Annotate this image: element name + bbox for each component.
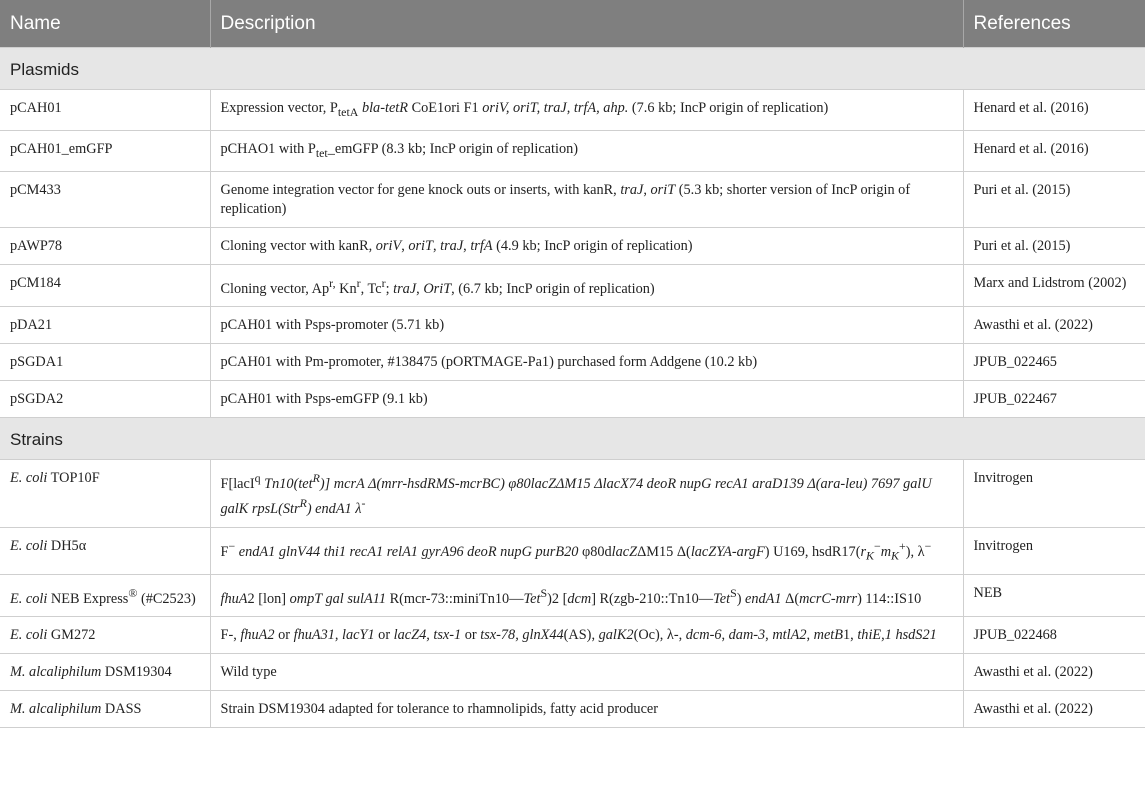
cell-reference: Puri et al. (2015) <box>963 227 1145 264</box>
text-segment: (Oc), λ-, <box>633 627 686 644</box>
header-name: Name <box>0 0 210 48</box>
text-segment: R <box>299 496 307 511</box>
text-segment: r, <box>329 275 336 290</box>
text-segment: traJ <box>440 237 464 254</box>
text-segment: pSGDA1 <box>10 354 64 371</box>
text-segment: endA1 glnV44 thi1 recA1 relA1 gyrA96 deoR nupG purB20 <box>238 543 579 560</box>
text-segment: lacZ4, tsx-1 <box>393 627 462 644</box>
text-segment: (AS), <box>563 627 599 644</box>
cell-name <box>0 654 210 691</box>
cell-name <box>0 90 210 131</box>
cell-name <box>0 344 210 381</box>
section-title: Strains <box>0 418 1145 460</box>
text-segment: Cloning vector with kanR, <box>220 237 376 254</box>
cell-name <box>0 130 210 171</box>
text-segment: E. coli <box>10 590 48 607</box>
cell-name <box>0 528 210 575</box>
cell-description <box>210 528 963 575</box>
text-segment: pDA21 <box>10 317 53 334</box>
text-segment: OriT <box>423 280 452 297</box>
text-segment: ) endA1 λ <box>306 501 362 518</box>
text-segment: traJ <box>620 181 644 198</box>
cell-reference: Invitrogen <box>963 528 1145 575</box>
text-segment: metB <box>813 627 844 644</box>
text-segment: K <box>866 548 874 563</box>
cell-description <box>210 691 963 728</box>
text-segment: S <box>730 585 737 600</box>
section-title: Plasmids <box>0 48 1145 90</box>
text-segment: TOP10F <box>47 470 100 487</box>
text-segment: (7.6 kb; IncP origin of replication) <box>628 100 829 116</box>
text-segment: E. coli <box>10 538 48 555</box>
text-segment: F-, <box>220 627 241 644</box>
cell-name <box>0 381 210 418</box>
text-segment: - <box>361 496 366 511</box>
text-segment: fhuA <box>220 590 248 607</box>
header-description: Description <box>210 0 963 48</box>
text-segment: Genome integration vector for gene knock outs or inserts, with kanR, <box>220 181 621 198</box>
cell-description <box>210 381 963 418</box>
cell-name <box>0 574 210 617</box>
table-row <box>0 574 1145 617</box>
text-segment: galK2 <box>598 627 634 644</box>
cell-name <box>0 691 210 728</box>
text-segment: (#C2523) <box>137 590 196 607</box>
cell-reference: Henard et al. (2016) <box>963 90 1145 131</box>
cell-reference: NEB <box>963 574 1145 617</box>
cell-reference: Marx and Lidstrom (2002) <box>963 264 1145 307</box>
text-segment: oriT <box>650 181 676 198</box>
text-segment: , (6.7 kb; IncP origin of replication) <box>451 280 655 297</box>
text-segment: Kn <box>335 280 357 297</box>
cell-description <box>210 307 963 344</box>
text-segment: r <box>860 543 867 560</box>
text-segment: ) 114::IS10 <box>857 590 922 607</box>
text-segment: F <box>220 543 229 560</box>
text-segment: _emGFP (8.3 kb; IncP origin of replication) <box>327 140 579 157</box>
text-segment: lacZ <box>611 543 638 560</box>
text-segment: , Tc <box>360 280 382 297</box>
text-segment: M. alcaliphilum <box>10 664 102 681</box>
text-segment: , <box>432 237 441 254</box>
cell-reference: JPUB_022468 <box>963 617 1145 654</box>
text-segment: Δ( <box>781 590 800 607</box>
text-segment: Cloning vector, Ap <box>220 280 330 297</box>
text-segment: pCM184 <box>10 274 61 291</box>
table-row <box>0 130 1145 171</box>
text-segment: , <box>401 237 409 254</box>
text-segment: dam-3 <box>728 627 766 644</box>
text-segment: GM272 <box>47 627 96 644</box>
cell-name <box>0 617 210 654</box>
text-segment: NEB Express <box>47 590 129 607</box>
text-segment: DSM19304 <box>101 664 172 681</box>
text-segment: − <box>924 539 932 554</box>
header-row <box>0 0 1145 48</box>
text-segment: 2 [lon] <box>247 590 290 607</box>
text-segment: traJ <box>393 280 417 297</box>
cell-name <box>0 460 210 528</box>
text-segment: , <box>463 237 471 254</box>
text-segment: ompT gal sulA11 <box>289 590 386 607</box>
text-segment: fhuA31, lacY1 <box>293 627 375 644</box>
table-row <box>0 171 1145 227</box>
cell-reference: Henard et al. (2016) <box>963 130 1145 171</box>
text-segment: or <box>274 627 294 644</box>
text-segment: K <box>891 548 899 563</box>
table-body <box>0 48 1145 728</box>
text-segment: M. alcaliphilum <box>10 701 102 718</box>
cell-description <box>210 227 963 264</box>
table-row <box>0 460 1145 528</box>
cell-name <box>0 227 210 264</box>
cell-name <box>0 264 210 307</box>
text-segment: ), λ <box>905 543 925 560</box>
text-segment: tsx-78, glnX44 <box>480 627 564 644</box>
text-segment: or <box>461 627 481 644</box>
text-segment: φ80d <box>578 543 612 560</box>
text-segment: or <box>374 627 394 644</box>
text-segment: DASS <box>101 701 142 718</box>
text-segment: ) U169, hsdR17( <box>764 543 861 560</box>
text-segment: m <box>880 543 892 560</box>
table-row <box>0 381 1145 418</box>
text-segment: 1, <box>843 627 858 644</box>
text-segment: ΔM15 Δ( <box>637 543 691 560</box>
table-row <box>0 90 1145 131</box>
table-row <box>0 617 1145 654</box>
text-segment: Expression vector, P <box>220 100 338 116</box>
cell-reference: Invitrogen <box>963 460 1145 528</box>
text-segment: pCAH01 with Pm-promoter, #138475 (pORTMAGE-Pa1) purchased form Addgene (10.2 kb) <box>220 354 758 371</box>
text-segment: DH5α <box>47 538 87 555</box>
cell-description <box>210 344 963 381</box>
text-segment: endA1 <box>745 590 782 607</box>
text-segment: r <box>381 275 386 290</box>
text-segment: ® <box>128 585 138 600</box>
text-segment: tet <box>315 145 328 160</box>
table-row <box>0 307 1145 344</box>
text-segment: pCM433 <box>10 181 61 198</box>
cell-reference: Awasthi et al. (2022) <box>963 691 1145 728</box>
text-segment: pCAH01 with Psps-emGFP (9.1 kb) <box>220 391 428 408</box>
text-segment: , <box>765 627 773 644</box>
section-row <box>0 48 1145 90</box>
text-segment: Tn10(tet <box>260 476 313 493</box>
text-segment: , <box>416 280 424 297</box>
cell-description <box>210 264 963 307</box>
text-segment: pAWP78 <box>10 237 63 254</box>
text-segment: ; <box>385 280 394 297</box>
text-segment: oriV <box>375 237 402 254</box>
text-segment: )] mcrA Δ(mrr-hsdRMS-mcrBC) φ80lacZΔM15 ΔlacX74 deoR nupG recA1 araD139 Δ(ara-leu) 7697 galU galK rpsL(Str <box>220 476 932 518</box>
text-segment: , <box>806 627 814 644</box>
text-segment: pCAH01 with Psps-promoter (5.71 kb) <box>220 317 445 334</box>
text-segment: r <box>356 275 361 290</box>
text-segment: fhuA2 <box>240 627 275 644</box>
text-segment: pSGDA2 <box>10 391 64 408</box>
cell-name <box>0 171 210 227</box>
cell-description <box>210 460 963 528</box>
cell-reference: Puri et al. (2015) <box>963 171 1145 227</box>
text-segment: R <box>312 471 320 486</box>
cell-reference: JPUB_022467 <box>963 381 1145 418</box>
text-segment: R(mcr-73::miniTn10— <box>386 590 524 607</box>
text-segment: (4.9 kb; IncP origin of replication) <box>492 237 693 254</box>
text-segment: , <box>643 181 651 198</box>
text-segment: mtlA2 <box>772 627 807 644</box>
text-segment: + <box>899 539 906 554</box>
cell-description <box>210 90 963 131</box>
text-segment: CoE1ori F1 <box>408 100 483 116</box>
text-segment: − <box>874 539 881 554</box>
text-segment: E. coli <box>10 627 48 644</box>
text-segment: q <box>254 471 261 486</box>
cell-reference: Awasthi et al. (2022) <box>963 654 1145 691</box>
table-row <box>0 691 1145 728</box>
text-segment: − <box>228 539 236 554</box>
text-segment: pCHAO1 with P <box>220 140 316 157</box>
cell-description <box>210 574 963 617</box>
text-segment: dcm-6 <box>685 627 722 644</box>
text-segment: Wild type <box>220 664 277 681</box>
text-segment: tetA <box>337 104 359 119</box>
cell-reference: JPUB_022465 <box>963 344 1145 381</box>
text-segment: pCAH01_emGFP <box>10 140 113 157</box>
text-segment: mcrC-mrr <box>799 590 858 607</box>
text-segment: lacZYA-argF <box>690 543 765 560</box>
cell-description <box>210 130 963 171</box>
header-references: References <box>963 0 1145 48</box>
text-segment: (5.3 kb; shorter version of IncP origin of replication) <box>220 181 911 217</box>
text-segment: S <box>540 585 548 600</box>
text-segment: thiE,1 hsdS21 <box>857 627 937 644</box>
text-segment: Strain DSM19304 adapted for tolerance to rhamnolipids, fatty acid producer <box>220 701 659 718</box>
section-row <box>0 418 1145 460</box>
text-segment: Tet <box>713 590 731 607</box>
text-segment: ) <box>736 590 746 607</box>
text-segment: F[lacI <box>220 476 255 493</box>
text-segment: E. coli <box>10 470 48 487</box>
cell-name <box>0 307 210 344</box>
text-segment: Tet <box>523 590 541 607</box>
text-segment: pCAH01 <box>10 100 62 116</box>
text-segment: oriT <box>408 237 433 254</box>
table-row <box>0 344 1145 381</box>
cell-description <box>210 617 963 654</box>
text-segment: bla-tetR <box>361 100 408 116</box>
text-segment: , <box>721 627 729 644</box>
cell-reference: Awasthi et al. (2022) <box>963 307 1145 344</box>
cell-description <box>210 171 963 227</box>
table-row <box>0 264 1145 307</box>
text-segment: oriV, oriT, traJ, trfA, ahp. <box>482 100 629 116</box>
table-row <box>0 227 1145 264</box>
cell-description <box>210 654 963 691</box>
table-row <box>0 528 1145 575</box>
text-segment: trfA <box>470 237 493 254</box>
text-segment: dcm <box>567 590 592 607</box>
text-segment: ] R(zgb-210::Tn10— <box>591 590 714 607</box>
table-row <box>0 654 1145 691</box>
text-segment: )2 [ <box>547 590 568 607</box>
